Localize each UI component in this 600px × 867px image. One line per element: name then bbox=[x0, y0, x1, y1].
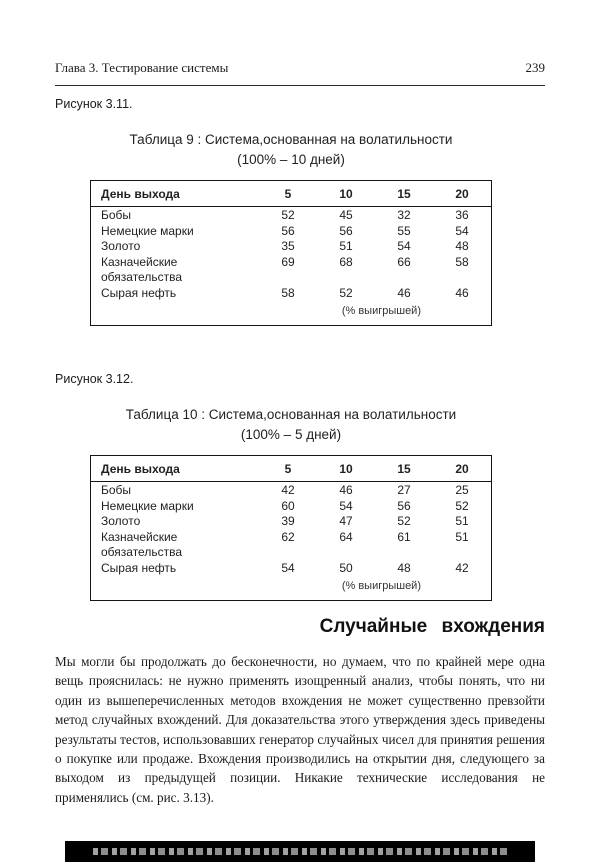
chapter-title: Глава 3. Тестирование системы bbox=[55, 60, 229, 75]
cell: 56 bbox=[281, 223, 295, 238]
table-row bbox=[91, 499, 491, 515]
watermark-bar bbox=[65, 841, 535, 862]
table-row bbox=[91, 255, 491, 286]
watermark-illegible-text bbox=[93, 848, 507, 855]
column-header-exit-day: День выхода bbox=[101, 462, 180, 476]
cell: 64 bbox=[339, 529, 353, 544]
running-head bbox=[55, 60, 545, 86]
row-label: Бобы bbox=[101, 208, 132, 222]
cell: 46 bbox=[455, 285, 469, 300]
cell: 36 bbox=[455, 208, 469, 222]
cell: 25 bbox=[455, 483, 469, 497]
table9-title bbox=[90, 130, 492, 170]
table-row bbox=[91, 514, 491, 530]
row-label: Немецкие марки bbox=[101, 223, 194, 238]
cell: 45 bbox=[339, 208, 353, 222]
section-heading: Случайные вхождения bbox=[319, 616, 545, 637]
cell: 42 bbox=[455, 560, 469, 575]
cell: 68 bbox=[339, 254, 353, 269]
column-header: 15 bbox=[397, 462, 411, 476]
cell: 54 bbox=[455, 223, 469, 238]
table10-footnote: (% выигрышей) bbox=[341, 580, 421, 592]
cell: 58 bbox=[455, 254, 469, 269]
cell: 48 bbox=[455, 239, 469, 253]
cell: 35 bbox=[281, 239, 295, 253]
row-label: Бобы bbox=[101, 483, 132, 497]
cell: 54 bbox=[281, 560, 295, 575]
page-number: 239 bbox=[525, 60, 545, 75]
row-label: Казначейские обязательства bbox=[101, 254, 182, 284]
table-row bbox=[91, 224, 491, 240]
row-label: Немецкие марки bbox=[101, 498, 194, 513]
cell: 62 bbox=[281, 529, 295, 544]
cell: 46 bbox=[397, 285, 411, 300]
column-header: 10 bbox=[339, 462, 353, 476]
cell: 51 bbox=[455, 514, 469, 528]
row-label: Золото bbox=[101, 514, 141, 528]
cell: 46 bbox=[339, 483, 353, 497]
column-header: 15 bbox=[397, 187, 411, 201]
table-row bbox=[91, 561, 491, 577]
cell: 58 bbox=[281, 285, 295, 300]
column-header: 20 bbox=[455, 187, 469, 201]
column-header: 5 bbox=[284, 462, 292, 476]
table9-footnote: (% выигрышей) bbox=[341, 305, 421, 317]
table9 bbox=[90, 180, 492, 326]
row-label: Золото bbox=[101, 239, 141, 253]
row-label: Казначейские обязательства bbox=[101, 529, 182, 559]
column-header: 5 bbox=[284, 187, 292, 201]
cell: 52 bbox=[455, 498, 469, 513]
column-header: 20 bbox=[455, 462, 469, 476]
cell: 32 bbox=[397, 208, 411, 222]
cell: 54 bbox=[339, 498, 353, 513]
cell: 55 bbox=[397, 223, 411, 238]
cell: 52 bbox=[339, 285, 353, 300]
cell: 66 bbox=[397, 254, 411, 269]
table10-title-line1: Таблица 10 : Система,основанная на волатильности bbox=[125, 407, 457, 422]
table-row bbox=[91, 530, 491, 561]
cell: 52 bbox=[281, 208, 295, 222]
cell: 52 bbox=[397, 514, 411, 528]
table9-header-row bbox=[91, 181, 491, 207]
table-row bbox=[91, 286, 491, 302]
column-header-exit-day: День выхода bbox=[101, 187, 180, 201]
cell: 61 bbox=[397, 529, 411, 544]
figure-label-3-11: Рисунок 3.11. bbox=[55, 97, 133, 111]
cell: 51 bbox=[455, 529, 469, 544]
body-paragraph: Мы могли бы продолжать до бесконечности, но думаем, что по крайней мере одна вещь прояснилась: не нужно применять изощренный анализ, чтобы понять, что ни один из вышеперечисленных методов вхождения не может существенно превзойти метод случайных вхождений. Для доказательства этого утверждения здесь приведены результаты тестов, использовавших генератор случайных чисел для принятия решения о покупке или продаже. Вхождения производились на открытии дня, следующего за выходом из предыдущей позиции. Никакие технические исследования не применялись (см. рис. 3.13). bbox=[55, 654, 545, 805]
cell: 51 bbox=[339, 239, 353, 253]
cell: 56 bbox=[397, 498, 411, 513]
cell: 42 bbox=[281, 483, 295, 497]
table10-body bbox=[91, 482, 491, 576]
cell: 56 bbox=[339, 223, 353, 238]
cell: 27 bbox=[397, 483, 411, 497]
column-header: 10 bbox=[339, 187, 353, 201]
table10-title-line2: (100% – 5 дней) bbox=[240, 427, 342, 442]
cell: 54 bbox=[397, 239, 411, 253]
cell: 39 bbox=[281, 514, 295, 528]
table9-title-line2: (100% – 10 дней) bbox=[237, 152, 345, 167]
row-label: Сырая нефть bbox=[101, 560, 177, 575]
cell: 60 bbox=[281, 498, 295, 513]
cell: 47 bbox=[339, 514, 353, 528]
table10 bbox=[90, 455, 492, 601]
table10-title bbox=[90, 405, 492, 445]
table-row bbox=[91, 483, 491, 499]
cell: 69 bbox=[281, 254, 295, 269]
table9-title-line1: Таблица 9 : Система,основанная на волатильности bbox=[129, 132, 453, 147]
figure-label-3-12: Рисунок 3.12. bbox=[55, 372, 134, 386]
table10-header-row bbox=[91, 456, 491, 482]
row-label: Сырая нефть bbox=[101, 285, 177, 300]
cell: 50 bbox=[339, 560, 353, 575]
table-row bbox=[91, 239, 491, 255]
table9-body bbox=[91, 207, 491, 301]
table-row bbox=[91, 208, 491, 224]
cell: 48 bbox=[397, 560, 411, 575]
